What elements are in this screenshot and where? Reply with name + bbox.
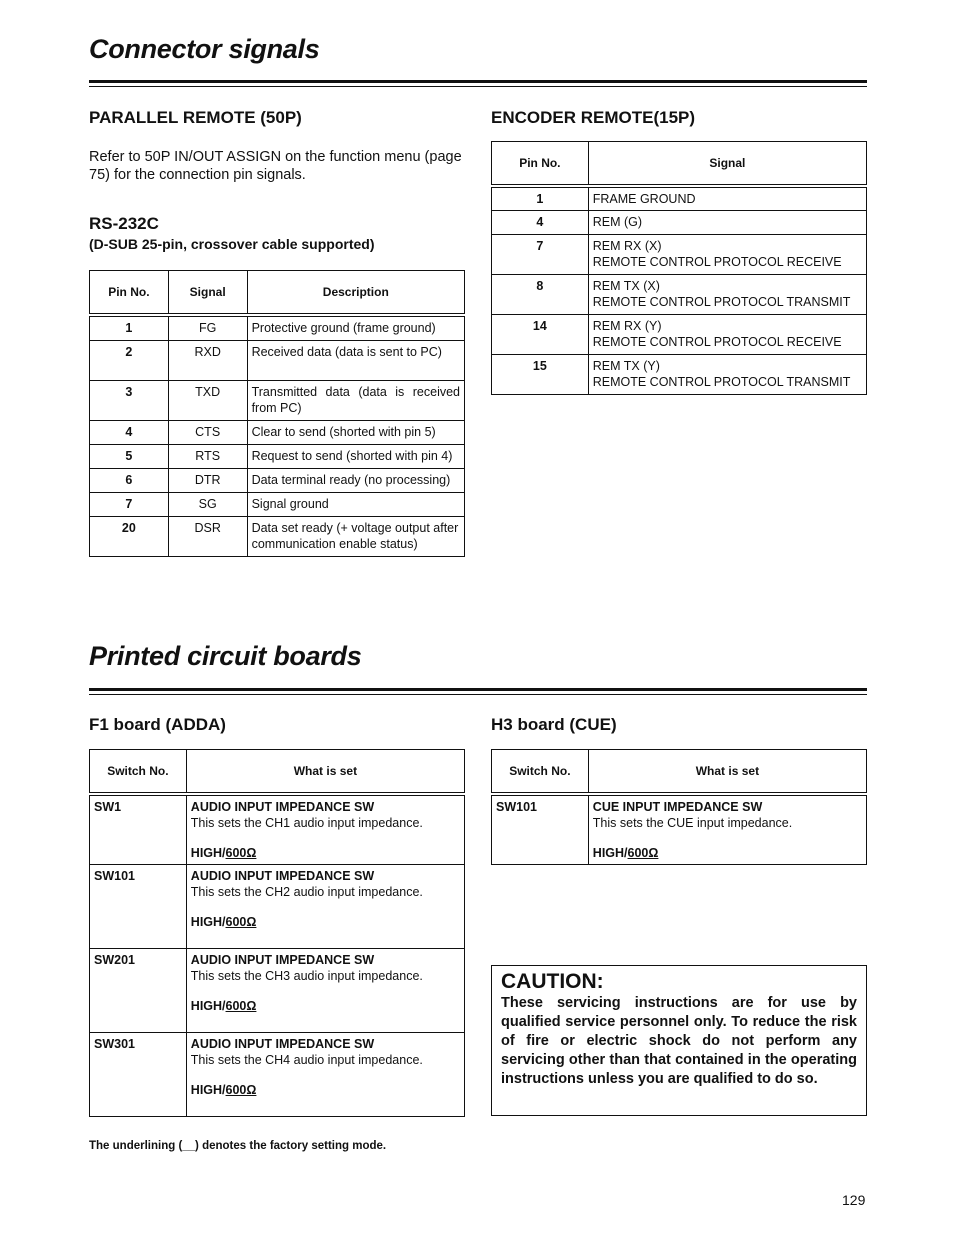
title-rule-thin [89, 86, 867, 87]
signal-cell: DTR [168, 469, 247, 493]
caution-title: CAUTION: [501, 970, 604, 993]
h3-board-heading: H3 board (CUE) [491, 715, 617, 734]
pin-cell: 5 [90, 445, 169, 469]
title-rule [89, 80, 867, 83]
setting-description: This sets the CH3 audio input impedance. [190, 968, 423, 983]
pin-cell: 15 [492, 354, 589, 394]
signal-cell [588, 210, 866, 234]
table-row [90, 948, 465, 1032]
col-header: Pin No. [492, 142, 589, 186]
table-row [90, 794, 465, 865]
option-high: HIGH/ [190, 1082, 226, 1097]
page-number: 129 [842, 1192, 866, 1208]
rs232c-table [89, 270, 465, 557]
pin-cell: 3 [90, 381, 169, 421]
title-rule [89, 688, 867, 691]
rs232c-subheading: (D-SUB 25-pin, crossover cable supported) [89, 236, 375, 252]
pin-cell: 4 [492, 210, 589, 234]
signal-line: FRAME GROUND [592, 191, 696, 206]
setting-title: AUDIO INPUT IMPEDANCE SW [190, 1036, 375, 1051]
pin-cell: 6 [90, 469, 169, 493]
setting-cell [588, 794, 866, 865]
option-600-default: 600Ω [225, 914, 257, 929]
setting-options [593, 845, 862, 861]
table-row [492, 274, 867, 314]
h3-board-table [491, 749, 867, 865]
signal-cell [588, 354, 866, 394]
switch-cell: SW201 [90, 948, 187, 1032]
signal-cell: DSR [168, 517, 247, 557]
table-row [90, 1032, 465, 1116]
signal-cell: RXD [168, 341, 247, 381]
encoder-remote-heading: ENCODER REMOTE(15P) [491, 108, 696, 127]
setting-cell [186, 864, 464, 948]
signal-line-detail: REMOTE CONTROL PROTOCOL TRANSMIT [592, 294, 851, 309]
col-header: Signal [168, 271, 247, 315]
setting-title: AUDIO INPUT IMPEDANCE SW [190, 952, 375, 967]
setting-cell [186, 794, 464, 865]
description-cell: Received data (data is sent to PC) [247, 341, 464, 381]
setting-description: This sets the CH1 audio input impedance. [190, 815, 423, 830]
setting-cell [186, 948, 464, 1032]
description-cell: Signal ground [247, 493, 464, 517]
signal-cell: CTS [168, 421, 247, 445]
pin-cell: 8 [492, 274, 589, 314]
setting-description: This sets the CUE input impedance. [592, 815, 793, 830]
table-row [90, 381, 465, 421]
description-cell: Data set ready (+ voltage output after communication enable status) [247, 517, 464, 557]
switch-cell: SW101 [492, 794, 589, 865]
signal-cell: TXD [168, 381, 247, 421]
parallel-remote-text: Refer to 50P IN/OUT ASSIGN on the function menu (page 75) for the connection pin signals. [89, 149, 462, 183]
setting-title: AUDIO INPUT IMPEDANCE SW [190, 868, 375, 883]
col-header: Signal [588, 142, 866, 186]
col-header: Switch No. [492, 750, 589, 794]
signal-cell [588, 274, 866, 314]
option-high: HIGH/ [592, 845, 628, 860]
encoder-table [491, 141, 867, 395]
signal-cell: SG [168, 493, 247, 517]
setting-options [191, 914, 460, 930]
signal-line: REM RX (Y) [592, 318, 662, 333]
f1-board-table [89, 749, 465, 1117]
table-row [492, 354, 867, 394]
pin-cell: 14 [492, 314, 589, 354]
option-high: HIGH/ [190, 845, 226, 860]
col-header: Pin No. [90, 271, 169, 315]
signal-line-detail: REMOTE CONTROL PROTOCOL RECEIVE [592, 334, 842, 349]
footnote: The underlining (__) denotes the factory setting mode. [89, 1140, 387, 1152]
signal-line-detail: REMOTE CONTROL PROTOCOL TRANSMIT [592, 374, 851, 389]
switch-cell: SW1 [90, 794, 187, 865]
option-600-default: 600Ω [225, 998, 257, 1013]
col-header: What is set [186, 750, 464, 794]
option-600-default: 600Ω [225, 845, 257, 860]
setting-description: This sets the CH4 audio input impedance. [190, 1052, 423, 1067]
col-header: Switch No. [90, 750, 187, 794]
title-rule-thin [89, 694, 867, 695]
table-row [90, 469, 465, 493]
rs232c-heading: RS-232C [89, 214, 159, 233]
description-cell: Protective ground (frame ground) [247, 315, 464, 341]
description-cell: Transmitted data (data is received from PC) [247, 381, 464, 421]
option-high: HIGH/ [190, 998, 226, 1013]
setting-options [191, 1082, 460, 1098]
pin-cell: 7 [90, 493, 169, 517]
signal-cell [588, 234, 866, 274]
section-title-pcb: Printed circuit boards [89, 641, 362, 671]
caution-text: These servicing instructions are for use by qualified service personnel only. To reduce the risk of fire or electric shock do not perform any servicing other than that contained in the operating instructions unless you are qualified to do so. [501, 995, 857, 1087]
setting-description: This sets the CH2 audio input impedance. [190, 884, 423, 899]
signal-cell: RTS [168, 445, 247, 469]
signal-line: REM TX (X) [592, 278, 660, 293]
setting-options [191, 998, 460, 1014]
table-row [90, 445, 465, 469]
pin-cell: 4 [90, 421, 169, 445]
table-row [492, 794, 867, 865]
pin-cell: 2 [90, 341, 169, 381]
col-header: What is set [588, 750, 866, 794]
table-row [90, 864, 465, 948]
signal-line: REM (G) [592, 214, 643, 229]
setting-title: CUE INPUT IMPEDANCE SW [592, 799, 763, 814]
option-high: HIGH/ [190, 914, 226, 929]
table-row [90, 315, 465, 341]
option-600-default: 600Ω [225, 1082, 257, 1097]
table-row [90, 517, 465, 557]
setting-cell [186, 1032, 464, 1116]
setting-options [191, 845, 460, 861]
table-row [90, 341, 465, 381]
f1-board-heading: F1 board (ADDA) [89, 715, 226, 734]
pin-cell: 20 [90, 517, 169, 557]
table-row [492, 210, 867, 234]
pin-cell: 1 [492, 186, 589, 211]
description-cell: Clear to send (shorted with pin 5) [247, 421, 464, 445]
signal-cell [588, 186, 866, 211]
switch-cell: SW101 [90, 864, 187, 948]
setting-title: AUDIO INPUT IMPEDANCE SW [190, 799, 375, 814]
signal-cell: FG [168, 315, 247, 341]
parallel-remote-heading: PARALLEL REMOTE (50P) [89, 108, 302, 127]
table-row [90, 421, 465, 445]
table-row [492, 186, 867, 211]
signal-line-detail: REMOTE CONTROL PROTOCOL RECEIVE [592, 254, 842, 269]
signal-line: REM TX (Y) [592, 358, 660, 373]
switch-cell: SW301 [90, 1032, 187, 1116]
caution-box [491, 965, 867, 1116]
description-cell: Request to send (shorted with pin 4) [247, 445, 464, 469]
pin-cell: 7 [492, 234, 589, 274]
signal-cell [588, 314, 866, 354]
signal-line: REM RX (X) [592, 238, 662, 253]
table-row [492, 314, 867, 354]
pin-cell: 1 [90, 315, 169, 341]
table-row [90, 493, 465, 517]
col-header: Description [247, 271, 464, 315]
option-600-default: 600Ω [627, 845, 659, 860]
description-cell: Data terminal ready (no processing) [247, 469, 464, 493]
table-row [492, 234, 867, 274]
section-title-connector-signals: Connector signals [89, 34, 320, 64]
